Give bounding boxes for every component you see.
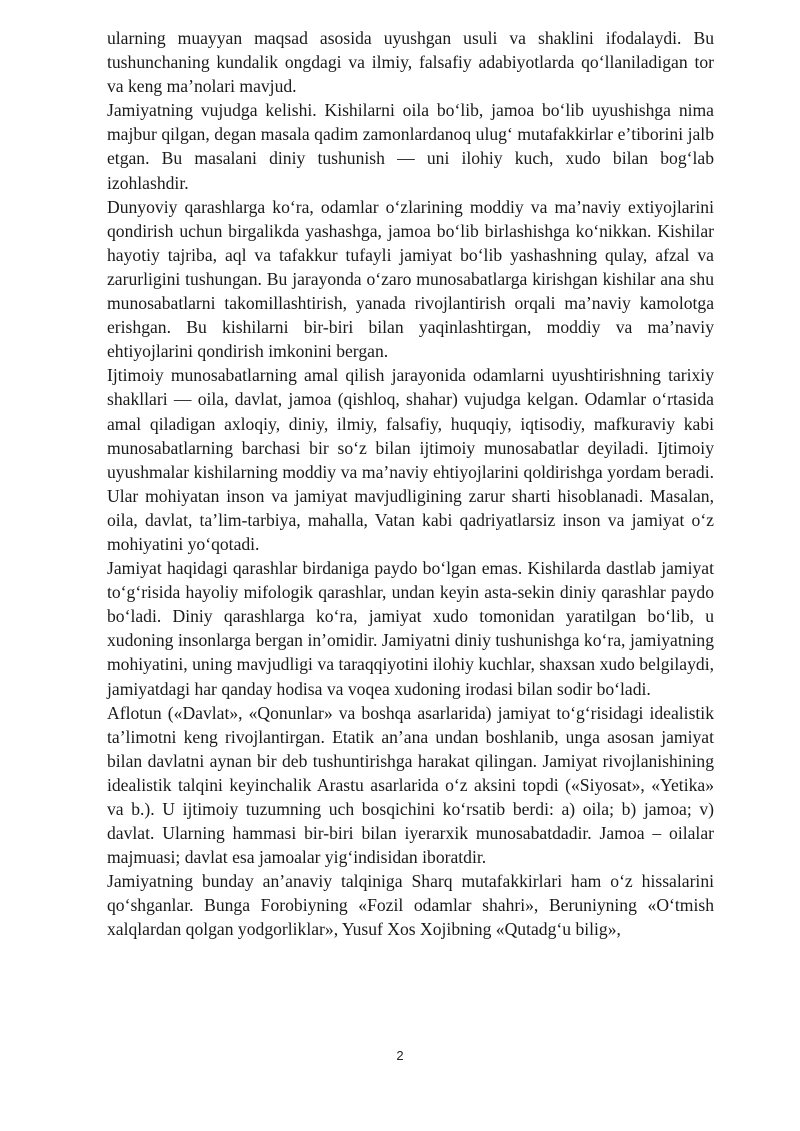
page-number: 2 [396, 1048, 404, 1063]
paragraph-2: Jamiyatning vujudga kelishi. Kishilarni oila boʻlib, jamoa boʻlib uyushishga nima majbur qilgan, degan masala qadim zamonlardanoq ulugʻ mutafakkirlar eʼtiborini jalb etgan. Bu masalani diniy tushunish — uni ilohiy kuch, xudo bilan bogʻlab izohlashdir. [107, 100, 714, 193]
paragraph-7: Jamiyatning bunday anʼanaviy talqiniga Sharq mutafakkirlari ham oʻz hissalarini qoʻshganlar. Bunga Forobiyning «Fozil odamlar shahri», Beruniyning «Oʻtmish xalqlardan qolgan yodgorliklar», Yusuf Xos Xojibning «Qutadgʻu bilig», [107, 871, 714, 940]
paragraph-4: Ijtimoiy munosabatlarning amal qilish jarayonida odamlarni uyushtirishning tarixiy shakllari — oila, davlat, jamoa (qishloq, shahar) vujudga kelgan. Odamlar oʻrtasida amal qiladigan axloqiy, diniy, ilmiy, falsafiy, huquqiy, iqtisodiy, mafkuraviy kabi munosabatlarning barchasi bir soʻz bilan ijtimoiy munosabatlar deyiladi. Ijtimoiy uyushmalar kishilarning moddiy va maʼnaviy ehtiyojlarini qoldirishga yordam beradi. Ular mohiyatan inson va jamiyat mavjudligining zarur sharti hisoblanadi. Masalan, oila, davlat, taʼlim-tarbiya, mahalla, Vatan kabi qadriyatlarsiz inson va jamiyat oʻz mohiyatini yoʻqotadi. [107, 365, 714, 554]
paragraph-3: Dunyoviy qarashlarga koʻra, odamlar oʻzlarining moddiy va maʼnaviy extiyojlarini qondirish uchun birgalikda yashashga, jamoa boʻlib birlashishga koʻnikkan. Kishilar hayotiy tajriba, aql va tafakkur tufayli jamiyat boʻlib yashashning qulay, afzal va zarurligini tushungan. Bu jarayonda oʻzaro munosabatlarga kirishgan kishilar ana shu munosabatlarni takomillashtirish, yanada rivojlantirish orqali maʼnaviy kamolotga erishgan. Bu kishilarni bir-biri bilan yaqinlashtirgan, moddiy va maʼnaviy ehtiyojlarini qondirish imkonini bergan. [107, 196, 714, 362]
paragraph-6: Aflotun («Davlat», «Qonunlar» va boshqa asarlarida) jamiyat toʻgʻrisidagi idealistik taʼlimotni keng rivojlantirgan. Etatik anʼana undan boshlanib, unga asosan jamiyat bilan davlatni aynan bir deb tushuntirishga harakat qilingan. Jamiyat rivojlanishining idealistik talqini keyinchalik Arastu asarlarida oʻz aksini topdi («Siyosat», «Yetika» va b.). U ijtimoiy tuzumning uch bosqichini koʻrsatib berdi: a) oila; b) jamoa; v) davlat. Ularning hammasi bir-biri bilan iyerarxik munosabatdadir. Jamoa – oilalar majmuasi; davlat esa jamoalar yigʻindisidan iboratdir. [107, 702, 714, 868]
body-text [107, 26, 714, 942]
paragraph-5: Jamiyat haqidagi qarashlar birdaniga paydo boʻlgan emas. Kishilarda dastlab jamiyat toʻgʻrisida hayoliy mifologik qarashlar, undan keyin asta-sekin diniy qarashlar paydo boʻladi. Diniy qarashlarga koʻra, jamiyat xudo tomonidan yaratilgan boʻlib, u xudoning insonlarga bergan inʼomidir. Jamiyatni diniy tushunishga koʻra, jamiyatning mohiyatini, uning mavjudligi va taraqqiyotini ilohiy kuchlar, shaxsan xudo belgilaydi, jamiyatdagi har qanday hodisa va voqea xudoning irodasi bilan sodir boʻladi. [107, 558, 714, 699]
paragraph-1: ularning muayyan maqsad asosida uyushgan usuli va shaklini ifodalaydi. Bu tushunchaning kundalik ongdagi va ilmiy, falsafiy adabiyotlarda qoʻllaniladigan tor va keng maʼnolari mavjud. [107, 28, 714, 97]
